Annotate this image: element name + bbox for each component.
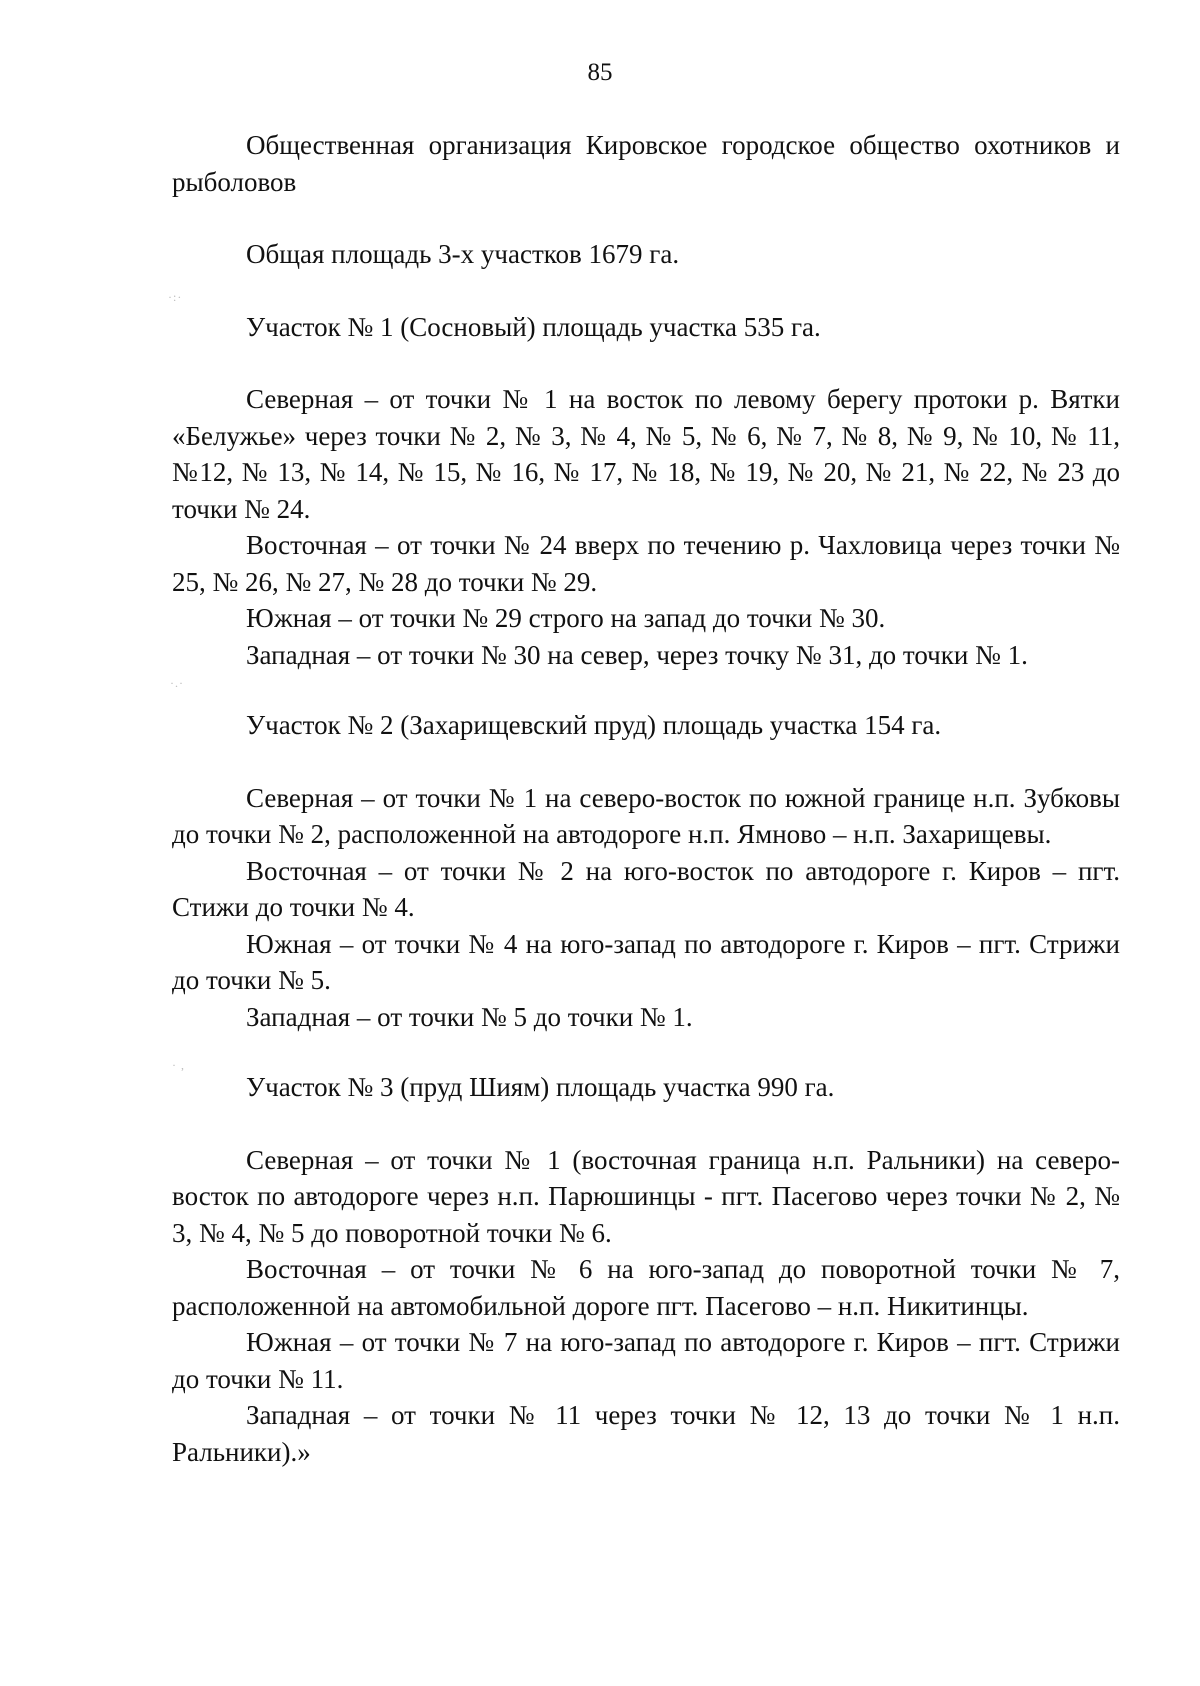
plot-1-south-boundary: Южная – от точки № 29 строго на запад до точки № 30. — [246, 603, 886, 633]
organization-title: Общественная организация Кировское городское общество охотников и рыболовов — [172, 130, 1120, 197]
plot-2-north-boundary: Северная – от точки № 1 на северо-восток по южной границе н.п. Зубковы до точки № 2, расположенной на автодороге н.п. Ямново – н.п. Захарищевы. — [172, 782, 1120, 849]
plot-1-east-boundary: Восточная – от точки № 24 вверх по течению р. Чахловица через точки № 25, № 26, № 27, № 28 до точки № 29. — [172, 530, 1120, 597]
plot-3-north-boundary: Северная – от точки № 1 (восточная граница н.п. Ральники) на северо-восток по автодороге через н.п. Парюшинцы - пгт. Пасегово через точки № 2, № 3, № 4, № 5 до поворотной точки № 6. — [172, 1144, 1120, 1248]
scan-speck: · , — [172, 1058, 185, 1072]
page-number: 85 — [587, 59, 613, 86]
scan-speck: ·:· — [168, 290, 183, 304]
plot-3-west-boundary: Западная – от точки № 11 через точки № 12, 13 до точки № 1 н.п. Ральники).» — [172, 1400, 1120, 1467]
plot-2-east-boundary: Восточная – от точки № 2 на юго-восток по автодороге г. Киров – пгт. Стижи до точки № 4. — [172, 855, 1120, 922]
plot-2-south-boundary: Южная – от точки № 4 на юго-запад по автодороге г. Киров – пгт. Стрижи до точки № 5. — [172, 928, 1120, 995]
document-body — [172, 127, 1120, 1470]
plot-1-north-boundary: Северная – от точки № 1 на восток по левому берегу протоки р. Вятки «Белужье» через точки № 2, № 3, № 4, № 5, № 6, № 7, № 8, № 9, № 10, № 11, №12, № 13, № 14, № 15, № 16, № 17, № 18, № 19, № 20, № 21, № 22, № 23 до точки № 24. — [172, 384, 1120, 524]
plot-2-west-boundary: Западная – от точки № 5 до точки № 1. — [246, 1001, 693, 1032]
plot-1-title: Участок № 1 (Сосновый) площадь участка 535 га. — [246, 311, 821, 342]
plot-3-title: Участок № 3 (пруд Шиям) площадь участка 990 га. — [246, 1072, 835, 1102]
total-area: Общая площадь 3-х участков 1679 га. — [246, 239, 680, 269]
plot-1-west-boundary: Западная – от точки № 30 на север, через точку № 31, до точки № 1. — [246, 639, 1028, 670]
plot-3-east-boundary: Восточная – от точки № 6 на юго-запад до поворотной точки № 7, расположенной на автомобильной дороге пгт. Пасегово – н.п. Никитинцы. — [172, 1254, 1120, 1321]
plot-2-title: Участок № 2 (Захарищевский пруд) площадь участка 154 га. — [246, 710, 942, 740]
plot-3-south-boundary: Южная – от точки № 7 на юго-запад по автодороге г. Киров – пгт. Стрижи до точки № 11. — [172, 1327, 1120, 1394]
scan-speck: ·.· — [170, 676, 184, 690]
